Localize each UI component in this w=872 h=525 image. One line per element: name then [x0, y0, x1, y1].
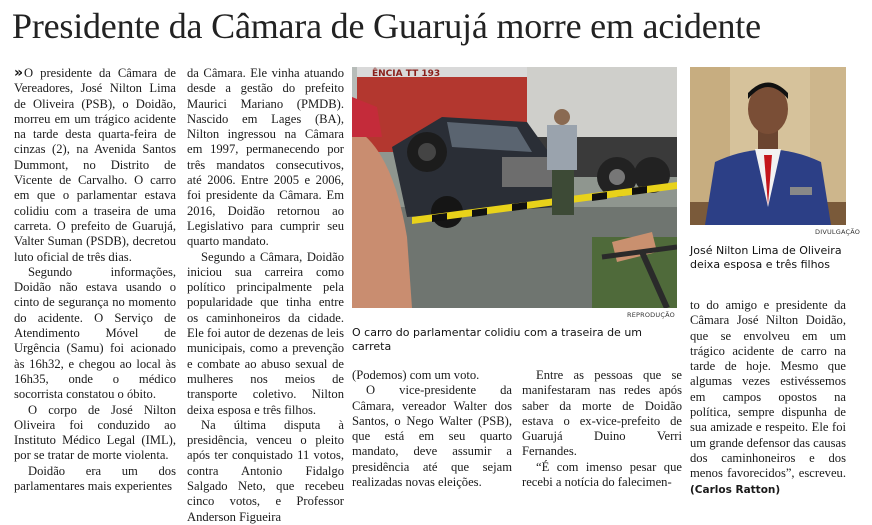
portrait-caption: José Nilton Lima de Oliveira deixa esposa e três filhos — [690, 244, 842, 271]
paragraph — [14, 66, 176, 265]
paragraph — [690, 298, 846, 498]
article-column-3 — [352, 368, 512, 490]
portrait-credit: DIVULGAÇÃO — [815, 228, 861, 236]
paragraph: Doidão era um dos parlamentares mais experientes — [14, 463, 176, 494]
paragraph: da Câmara. Ele vinha atuando desde a gestão do prefeito Maurici Mariano (PMDB). Nascido em Lages (BA), Nilton ingressou na Câmara em 1997, permanecendo por três mandatos consecutivos, até 2006. Entre 2005 e 2006, foi presidente da Câmara. Em 2016, Doidão retornou ao Legislativo para cumprir seu quarto mandato. — [187, 66, 344, 249]
paragraph-text: to do amigo e presidente da Câmara José Nilton Doidão, que se envolveu em um trágico acidente de carro na tarde de hoje. Mesmo que algumas vezes estivéssemos em campos opostos na política, sempre dispunha de sua amizade e respeito. Ele foi um grande defensor das causas dos caminhoneiros e dos menos favorecidos”, escreveu. — [690, 298, 846, 481]
accident-scene-image — [352, 67, 677, 308]
photo-caption: O carro do parlamentar colidiu com a traseira de um carreta — [352, 326, 643, 353]
paragraph: Na última disputa à presidência, venceu o pleito após ter conquistado 11 votos, contra Antonio Fidalgo Salgado Neto, que recebeu cinco votos, e Professor Anderson Figueira — [187, 417, 344, 524]
author-signature: (Carlos Ratton) — [690, 483, 781, 496]
section-marker-icon: » — [14, 65, 21, 81]
headline: Presidente da Câmara de Guarujá morre em acidente — [12, 6, 761, 46]
article-column-4 — [522, 368, 682, 490]
paragraph: Segundo informações, Doidão não estava usando o cinto de segurança no momento do acidente. O Serviço de Atendimento Móvel de Urgência (Samu) foi acionado às 16h32, e chegou ao local às 16h35, onde o médico socorrista constatou o óbito. — [14, 264, 176, 402]
paragraph-text: O presidente da Câmara de Vereadores, José Nilton Lima de Oliveira (PSB), o Doidão, morreu em um trágico acidente na tarde desta quarta-feira de cinzas (2), na Avenida Santos Dummont, no Distrito de Vicente de Carvalho. O carro em que o parlamentar estava colidiu com a traseira de uma carreta. O prefeito de Guarujá, Valter Suman (PSDB), decretou luto oficial de três dias. — [14, 66, 176, 264]
paragraph: O vice-presidente da Câmara, vereador Walter dos Santos, o Nego Walter (PSB), que está em seu quarto mandato, deve assumir a presidência até que sejam realizadas novas eleições. — [352, 383, 512, 490]
paragraph: Segundo a Câmara, Doidão iniciou sua carreira como político principalmente pela popularidade que tinha entre os caminhoneiros da cidade. Ele foi autor de dezenas de leis municipais, como a prevenção e combate ao abuso sexual de mulheres nos meios de transporte coletivo. Nilton deixa esposa e três filhos. — [187, 249, 344, 417]
photo-credit: REPRODUÇÃO — [627, 311, 675, 319]
article-column-1 — [14, 66, 176, 494]
truck-lettering: ÊNCIA TT 193 — [372, 69, 441, 79]
portrait-photo — [690, 67, 846, 225]
paragraph: Entre as pessoas que se manifestaram nas redes após saber da morte de Doidão estava o ex-vice-prefeito de Guarujá Duino Verri Fernandes. — [522, 368, 682, 459]
accident-photo — [352, 67, 677, 308]
paragraph: O corpo de José Nilton Oliveira foi conduzido ao Instituto Médico Legal (IML), por se tratar de morte violenta. — [14, 402, 176, 463]
paragraph: (Podemos) com um voto. — [352, 368, 480, 382]
article-column-5 — [690, 298, 846, 498]
article-column-2 — [187, 66, 344, 525]
paragraph: “É com imenso pesar que recebi a notícia do falecimen- — [522, 459, 682, 490]
portrait-image — [690, 67, 846, 225]
